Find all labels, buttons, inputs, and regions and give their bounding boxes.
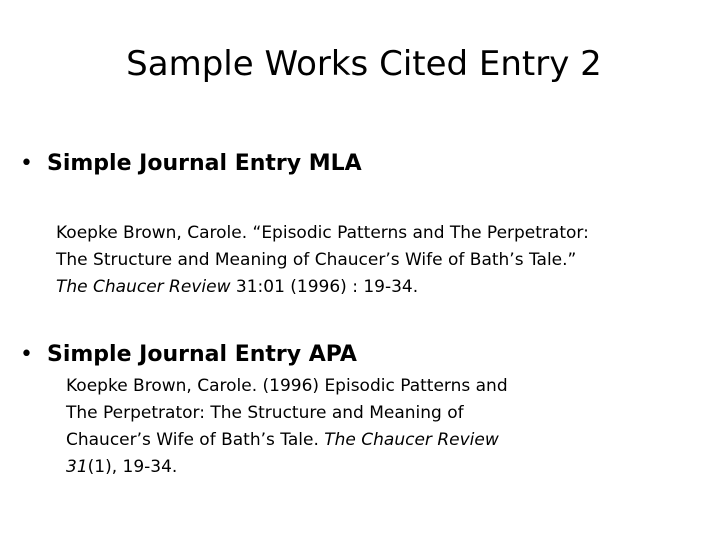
apa-volume: 31 bbox=[66, 457, 88, 477]
apa-citation-line-4 bbox=[66, 454, 508, 481]
mla-publication-details: 31:01 (1996) : 19-34. bbox=[230, 277, 419, 297]
apa-citation bbox=[66, 373, 508, 481]
bullet-item-mla bbox=[20, 149, 362, 179]
bullet-dot-icon: • bbox=[20, 342, 33, 367]
slide-title: Sample Works Cited Entry 2 bbox=[126, 44, 602, 84]
apa-citation-line-3 bbox=[66, 427, 508, 454]
apa-issue-pages: (1), 19-34. bbox=[87, 457, 178, 477]
mla-citation-line-2: The Structure and Meaning of Chaucer’s Wife of Bath’s Tale.” bbox=[56, 250, 577, 270]
bullet-dot-icon: • bbox=[20, 151, 33, 176]
apa-citation-line-2: The Perpetrator: The Structure and Meaning of bbox=[66, 403, 464, 423]
bullet-heading-mla: Simple Journal Entry MLA bbox=[47, 151, 362, 176]
apa-citation-line-1: Koepke Brown, Carole. (1996) Episodic Patterns and bbox=[66, 376, 508, 396]
mla-citation bbox=[56, 220, 589, 301]
bullet-heading-apa: Simple Journal Entry APA bbox=[47, 342, 357, 367]
apa-article-title-end: Chaucer’s Wife of Bath’s Tale. bbox=[66, 430, 325, 450]
mla-journal-title: The Chaucer Review bbox=[56, 277, 231, 297]
mla-citation-line-3 bbox=[56, 274, 589, 301]
bullet-item-apa bbox=[20, 340, 357, 370]
apa-journal-title: The Chaucer Review bbox=[324, 430, 499, 450]
mla-citation-line-1: Koepke Brown, Carole. “Episodic Patterns and The Perpetrator: bbox=[56, 223, 589, 243]
